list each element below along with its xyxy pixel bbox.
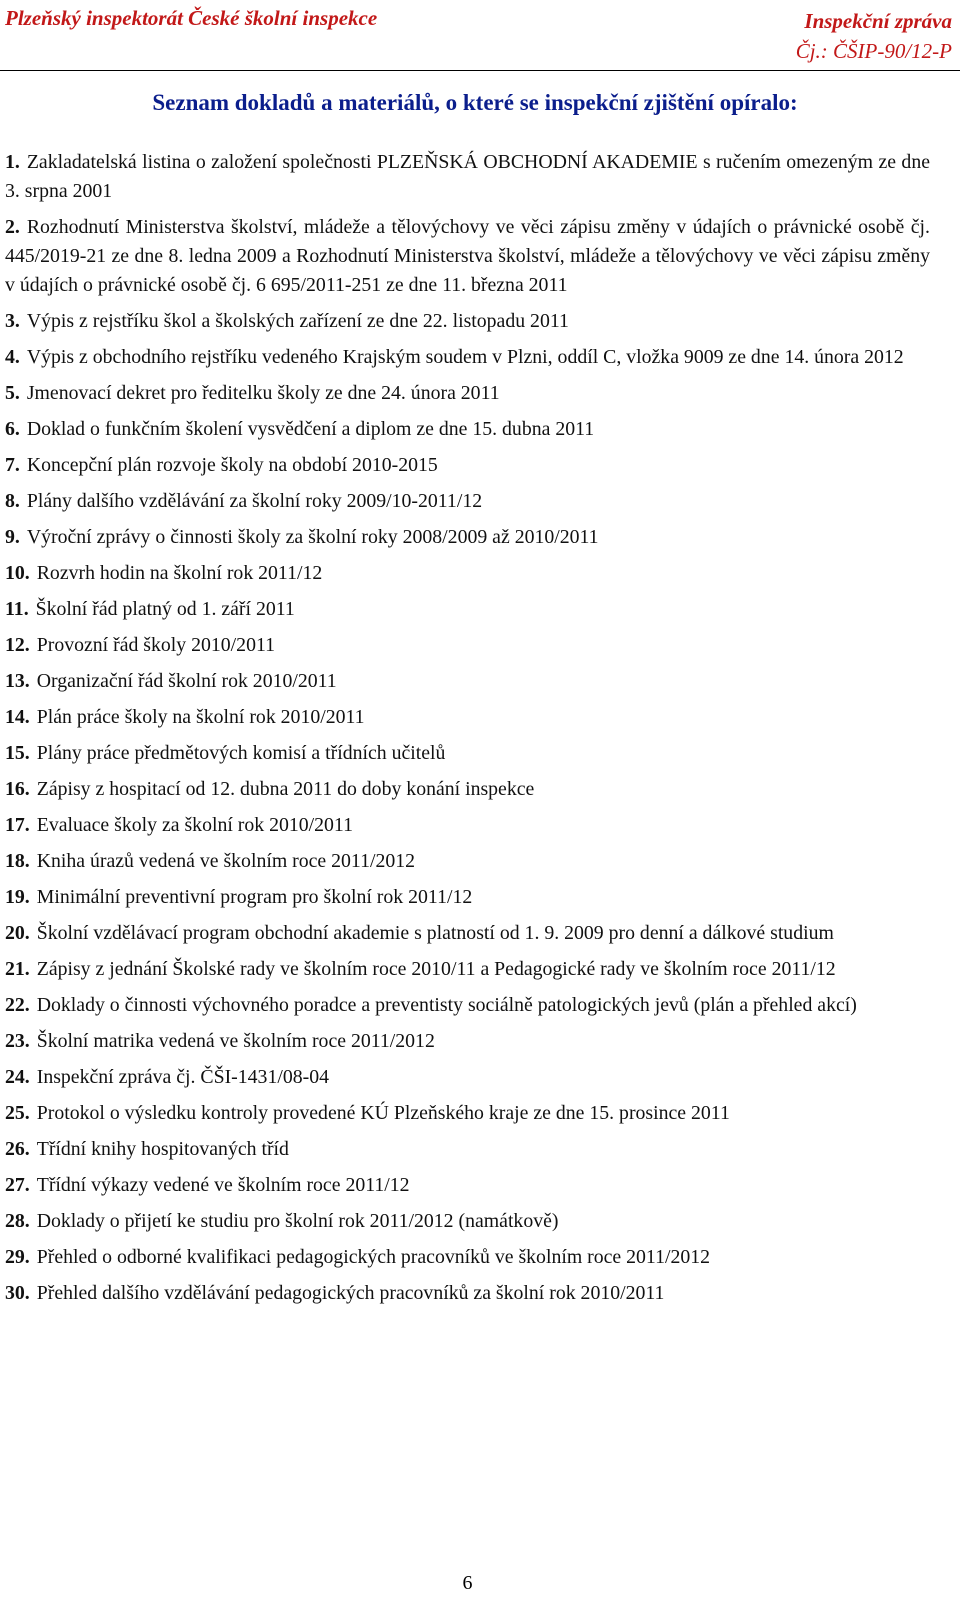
list-item-number: 21.: [5, 958, 30, 980]
list-item-text: Organizační řád školní rok 2010/2011: [36, 670, 337, 692]
list-item: [5, 775, 930, 804]
document-list: [5, 148, 930, 1315]
list-item: [5, 919, 930, 948]
list-item-number: 6.: [5, 418, 20, 440]
header-reference-number: Čj.: ČŠIP-90/12-P: [795, 39, 952, 63]
list-item-number: 28.: [5, 1210, 30, 1232]
section-heading: Seznam dokladů a materiálů, o které se inspekční zjištění opíralo:: [152, 90, 798, 115]
list-item-number: 13.: [5, 670, 30, 692]
list-item: [5, 1171, 930, 1200]
list-item: [5, 451, 930, 480]
list-item: [5, 148, 930, 206]
list-item: [5, 595, 930, 624]
list-item-text: Školní matrika vedená ve školním roce 2011/2012: [36, 1030, 435, 1052]
list-item: [5, 343, 930, 372]
list-item-text: Rozvrh hodin na školní rok 2011/12: [36, 562, 323, 584]
list-item: [5, 1279, 930, 1308]
header-document-info: [796, 6, 952, 66]
list-item-text: Zápisy z jednání Školské rady ve školním roce 2010/11 a Pedagogické rady ve školním roce 2011/12: [36, 958, 836, 980]
page-number: 6: [462, 1572, 473, 1594]
list-item-text: Rozhodnutí Ministerstva školství, mládeže a tělovýchovy ve věci zápisu změny v údajích o právnické osobě čj. 445/2019-21 ze dne 8. ledna 2009 a Rozhodnutí Ministerstva školství, mládeže a tělovýchovy ve věci zápisu změny v údajích o právnické osobě čj. 6 695/2011-251 ze dne 11. března 2011: [5, 216, 930, 296]
list-item-number: 9.: [5, 526, 20, 548]
list-item-text: Třídní knihy hospitovaných tříd: [36, 1138, 289, 1160]
list-item: [5, 415, 930, 444]
list-item-number: 23.: [5, 1030, 30, 1052]
list-item-number: 14.: [5, 706, 30, 728]
list-item: [5, 559, 930, 588]
list-item-text: Evaluace školy za školní rok 2010/2011: [36, 814, 353, 836]
list-item-text: Plány práce předmětových komisí a třídních učitelů: [36, 742, 446, 764]
list-item: [5, 991, 930, 1020]
list-item: [5, 487, 930, 516]
list-item-text: Výpis z rejstříku škol a školských zařízení ze dne 22. listopadu 2011: [26, 310, 569, 332]
list-item-number: 15.: [5, 742, 30, 764]
list-item: [5, 1099, 930, 1128]
list-item-text: Minimální preventivní program pro školní rok 2011/12: [36, 886, 473, 908]
list-item-number: 10.: [5, 562, 30, 584]
list-item-text: Protokol o výsledku kontroly provedené KÚ Plzeňského kraje ze dne 15. prosince 2011: [36, 1102, 730, 1124]
list-item-number: 27.: [5, 1174, 30, 1196]
list-item-text: Doklady o činnosti výchovného poradce a preventisty sociálně patologických jevů (plán a přehled akcí): [36, 994, 857, 1016]
list-item-text: Školní řád platný od 1. září 2011: [35, 598, 295, 620]
list-item: [5, 883, 930, 912]
list-item: [5, 667, 930, 696]
list-item: [5, 523, 930, 552]
list-item: [5, 955, 930, 984]
list-item: [5, 811, 930, 840]
list-item-number: 25.: [5, 1102, 30, 1124]
list-item-text: Výroční zprávy o činnosti školy za školní roky 2008/2009 až 2010/2011: [26, 526, 599, 548]
list-item: [5, 379, 930, 408]
header-document-title: Inspekční zpráva: [804, 9, 952, 33]
list-item-number: 24.: [5, 1066, 30, 1088]
list-item-number: 29.: [5, 1246, 30, 1268]
list-item: [5, 847, 930, 876]
list-item-number: 18.: [5, 850, 30, 872]
list-item-text: Plány dalšího vzdělávání za školní roky 2009/10-2011/12: [26, 490, 483, 512]
list-item-text: Přehled o odborné kvalifikaci pedagogických pracovníků ve školním roce 2011/2012: [36, 1246, 711, 1268]
list-item: [5, 631, 930, 660]
list-item-number: 17.: [5, 814, 30, 836]
list-item-text: Provozní řád školy 2010/2011: [36, 634, 276, 656]
list-item: [5, 307, 930, 336]
list-item-number: 3.: [5, 310, 20, 332]
list-item-number: 8.: [5, 490, 20, 512]
list-item-number: 1.: [5, 151, 20, 173]
list-item-number: 4.: [5, 346, 20, 368]
list-item-text: Zápisy z hospitací od 12. dubna 2011 do doby konání inspekce: [36, 778, 535, 800]
list-item-number: 22.: [5, 994, 30, 1016]
list-item-number: 5.: [5, 382, 20, 404]
list-item-number: 11.: [5, 598, 29, 620]
list-item: [5, 1207, 930, 1236]
list-item-number: 26.: [5, 1138, 30, 1160]
header-institution: Plzeňský inspektorát České školní inspekce: [5, 6, 378, 30]
list-item-number: 20.: [5, 922, 30, 944]
list-item-number: 7.: [5, 454, 20, 476]
list-item: [5, 1027, 930, 1056]
list-item-text: Inspekční zpráva čj. ČŠI-1431/08-04: [36, 1066, 329, 1088]
list-item-text: Doklad o funkčním školení vysvědčení a diplom ze dne 15. dubna 2011: [26, 418, 595, 440]
list-item-text: Školní vzdělávací program obchodní akademie s platností od 1. 9. 2009 pro denní a dálkové studium: [36, 922, 834, 944]
list-item-text: Kniha úrazů vedená ve školním roce 2011/2012: [36, 850, 416, 872]
list-item-text: Výpis z obchodního rejstříku vedeného Krajským soudem v Plzni, oddíl C, vložka 9009 ze dne 14. února 2012: [26, 346, 904, 368]
list-item-text: Plán práce školy na školní rok 2010/2011: [36, 706, 365, 728]
list-item-number: 30.: [5, 1282, 30, 1304]
list-item-number: 16.: [5, 778, 30, 800]
list-item: [5, 1063, 930, 1092]
list-item: [5, 213, 930, 300]
list-item-text: Koncepční plán rozvoje školy na období 2010-2015: [26, 454, 438, 476]
page-header: [0, 4, 960, 71]
list-item-number: 12.: [5, 634, 30, 656]
list-item-text: Zakladatelská listina o založení společnosti PLZEŇSKÁ OBCHODNÍ AKADEMIE s ručením omezeným ze dne 3. srpna 2001: [5, 151, 930, 202]
list-item: [5, 739, 930, 768]
list-item: [5, 1243, 930, 1272]
list-item-text: Třídní výkazy vedené ve školním roce 2011/12: [36, 1174, 410, 1196]
list-item: [5, 703, 930, 732]
list-item-number: 19.: [5, 886, 30, 908]
list-item-text: Doklady o přijetí ke studiu pro školní rok 2011/2012 (namátkově): [36, 1210, 559, 1232]
list-item-text: Přehled dalšího vzdělávání pedagogických pracovníků za školní rok 2010/2011: [36, 1282, 665, 1304]
list-item-text: Jmenovací dekret pro ředitelku školy ze dne 24. února 2011: [26, 382, 500, 404]
list-item: [5, 1135, 930, 1164]
list-item-number: 2.: [5, 216, 20, 238]
